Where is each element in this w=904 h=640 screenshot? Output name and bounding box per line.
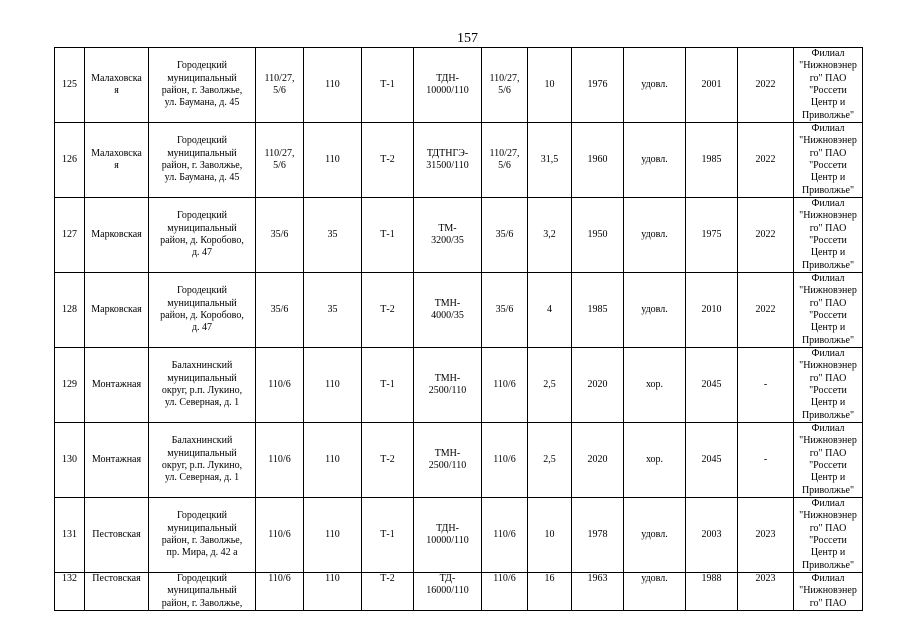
condition-cell: хор. <box>624 348 686 423</box>
year-commissioned-cell: 2020 <box>572 423 624 498</box>
row-number-cell: 130 <box>55 423 85 498</box>
transformer-voltage-cell: 110/6 <box>482 423 528 498</box>
power-cell: 10 <box>528 48 572 123</box>
row-number-cell: 126 <box>55 123 85 198</box>
address-cell: Городецкий муниципальный район, д. Коробово, д. 47 <box>149 198 256 273</box>
table-row <box>55 423 863 498</box>
table-row <box>55 198 863 273</box>
transformer-type-cell: ТМН- 4000/35 <box>414 273 482 348</box>
substation-name-cell: Малаховска я <box>85 48 149 123</box>
owner-cell: Филиал "Нижновэнер го" ПАО "Россети Центр и Приволжье" <box>794 273 863 348</box>
owner-cell: Филиал "Нижновэнер го" ПАО "Россети Центр и Приволжье" <box>794 48 863 123</box>
voltage-cell: 35/6 <box>256 198 304 273</box>
transformer-voltage-cell: 110/6 <box>482 348 528 423</box>
transformer-type-cell: ТДН- 10000/110 <box>414 498 482 573</box>
voltage-class-cell: 110 <box>304 423 362 498</box>
year-replacement-cell: 2001 <box>686 48 738 123</box>
year-plan-cell: 2022 <box>738 273 794 348</box>
condition-cell: удовл. <box>624 48 686 123</box>
substation-name-cell: Пестовская <box>85 498 149 573</box>
transformer-number-cell: Т-1 <box>362 198 414 273</box>
owner-cell: Филиал "Нижновэнер го" ПАО "Россети Центр и Приволжье" <box>794 198 863 273</box>
power-cell: 10 <box>528 498 572 573</box>
condition-cell: удовл. <box>624 573 686 611</box>
owner-cell: Филиал "Нижновэнер го" ПАО "Россети Центр и Приволжье" <box>794 423 863 498</box>
year-plan-cell: 2023 <box>738 573 794 611</box>
address-cell: Городецкий муниципальный район, г. Заволжье, ул. Баумана, д. 45 <box>149 48 256 123</box>
row-number-cell: 127 <box>55 198 85 273</box>
year-commissioned-cell: 1963 <box>572 573 624 611</box>
year-commissioned-cell: 1976 <box>572 48 624 123</box>
transformer-number-cell: Т-2 <box>362 423 414 498</box>
voltage-class-cell: 35 <box>304 198 362 273</box>
year-plan-cell: 2022 <box>738 48 794 123</box>
owner-cell: Филиал "Нижновэнер го" ПАО "Россети Центр и Приволжье" <box>794 498 863 573</box>
voltage-cell: 35/6 <box>256 273 304 348</box>
year-replacement-cell: 2045 <box>686 423 738 498</box>
voltage-cell: 110/6 <box>256 498 304 573</box>
year-commissioned-cell: 1950 <box>572 198 624 273</box>
substation-name-cell: Монтажная <box>85 423 149 498</box>
transformer-voltage-cell: 110/6 <box>482 498 528 573</box>
year-replacement-cell: 2003 <box>686 498 738 573</box>
year-commissioned-cell: 1978 <box>572 498 624 573</box>
address-cell: Городецкий муниципальный район, г. Заволжье, <box>149 573 256 611</box>
substation-table <box>54 47 863 611</box>
substation-name-cell: Малаховска я <box>85 123 149 198</box>
voltage-cell: 110/27, 5/6 <box>256 48 304 123</box>
power-cell: 2,5 <box>528 423 572 498</box>
table-row <box>55 498 863 573</box>
transformer-number-cell: Т-1 <box>362 348 414 423</box>
year-replacement-cell: 2010 <box>686 273 738 348</box>
transformer-voltage-cell: 110/6 <box>482 573 528 611</box>
transformer-voltage-cell: 110/27, 5/6 <box>482 123 528 198</box>
condition-cell: удовл. <box>624 198 686 273</box>
voltage-cell: 110/6 <box>256 573 304 611</box>
transformer-type-cell: ТДТНГЭ- 31500/110 <box>414 123 482 198</box>
condition-cell: хор. <box>624 423 686 498</box>
substation-name-cell: Монтажная <box>85 348 149 423</box>
row-number-cell: 129 <box>55 348 85 423</box>
substation-name-cell: Пестовская <box>85 573 149 611</box>
condition-cell: удовл. <box>624 273 686 348</box>
power-cell: 2,5 <box>528 348 572 423</box>
transformer-voltage-cell: 35/6 <box>482 273 528 348</box>
year-plan-cell: - <box>738 348 794 423</box>
year-plan-cell: 2022 <box>738 123 794 198</box>
voltage-class-cell: 110 <box>304 498 362 573</box>
row-number-cell: 131 <box>55 498 85 573</box>
table-row <box>55 573 863 611</box>
condition-cell: удовл. <box>624 123 686 198</box>
owner-cell: Филиал "Нижновэнер го" ПАО "Россети Центр и Приволжье" <box>794 348 863 423</box>
year-replacement-cell: 1988 <box>686 573 738 611</box>
condition-cell: удовл. <box>624 498 686 573</box>
address-cell: Городецкий муниципальный район, д. Коробово, д. 47 <box>149 273 256 348</box>
transformer-type-cell: ТД- 16000/110 <box>414 573 482 611</box>
address-cell: Балахнинский муниципальный округ, р.п. Лукино, ул. Северная, д. 1 <box>149 423 256 498</box>
table-row <box>55 273 863 348</box>
voltage-class-cell: 110 <box>304 348 362 423</box>
year-commissioned-cell: 1985 <box>572 273 624 348</box>
transformer-type-cell: ТДН- 10000/110 <box>414 48 482 123</box>
power-cell: 4 <box>528 273 572 348</box>
table-row <box>55 348 863 423</box>
year-replacement-cell: 2045 <box>686 348 738 423</box>
transformer-number-cell: Т-2 <box>362 273 414 348</box>
transformer-number-cell: Т-1 <box>362 498 414 573</box>
year-replacement-cell: 1975 <box>686 198 738 273</box>
transformer-type-cell: ТМН- 2500/110 <box>414 423 482 498</box>
row-number-cell: 128 <box>55 273 85 348</box>
voltage-class-cell: 35 <box>304 273 362 348</box>
year-plan-cell: 2022 <box>738 198 794 273</box>
year-plan-cell: 2023 <box>738 498 794 573</box>
owner-cell: Филиал "Нижновэнер го" ПАО "Россети Центр и Приволжье" <box>794 123 863 198</box>
year-plan-cell: - <box>738 423 794 498</box>
year-commissioned-cell: 1960 <box>572 123 624 198</box>
transformer-voltage-cell: 110/27, 5/6 <box>482 48 528 123</box>
voltage-class-cell: 110 <box>304 123 362 198</box>
transformer-type-cell: ТМН- 2500/110 <box>414 348 482 423</box>
transformer-number-cell: Т-2 <box>362 123 414 198</box>
substation-name-cell: Марковская <box>85 198 149 273</box>
owner-cell: Филиал "Нижновэнер го" ПАО <box>794 573 863 611</box>
substation-name-cell: Марковская <box>85 273 149 348</box>
year-commissioned-cell: 2020 <box>572 348 624 423</box>
transformer-type-cell: ТМ- 3200/35 <box>414 198 482 273</box>
voltage-class-cell: 110 <box>304 48 362 123</box>
transformer-number-cell: Т-1 <box>362 48 414 123</box>
voltage-class-cell: 110 <box>304 573 362 611</box>
voltage-cell: 110/6 <box>256 348 304 423</box>
table-row <box>55 123 863 198</box>
voltage-cell: 110/27, 5/6 <box>256 123 304 198</box>
transformer-voltage-cell: 35/6 <box>482 198 528 273</box>
address-cell: Городецкий муниципальный район, г. Заволжье, пр. Мира, д. 42 а <box>149 498 256 573</box>
row-number-cell: 125 <box>55 48 85 123</box>
address-cell: Балахнинский муниципальный округ, р.п. Лукино, ул. Северная, д. 1 <box>149 348 256 423</box>
table-row <box>55 48 863 123</box>
table-body <box>55 48 863 611</box>
power-cell: 31,5 <box>528 123 572 198</box>
transformer-number-cell: Т-2 <box>362 573 414 611</box>
power-cell: 16 <box>528 573 572 611</box>
year-replacement-cell: 1985 <box>686 123 738 198</box>
power-cell: 3,2 <box>528 198 572 273</box>
page-number: 157 <box>457 31 478 46</box>
voltage-cell: 110/6 <box>256 423 304 498</box>
row-number-cell: 132 <box>55 573 85 611</box>
address-cell: Городецкий муниципальный район, г. Заволжье, ул. Баумана, д. 45 <box>149 123 256 198</box>
